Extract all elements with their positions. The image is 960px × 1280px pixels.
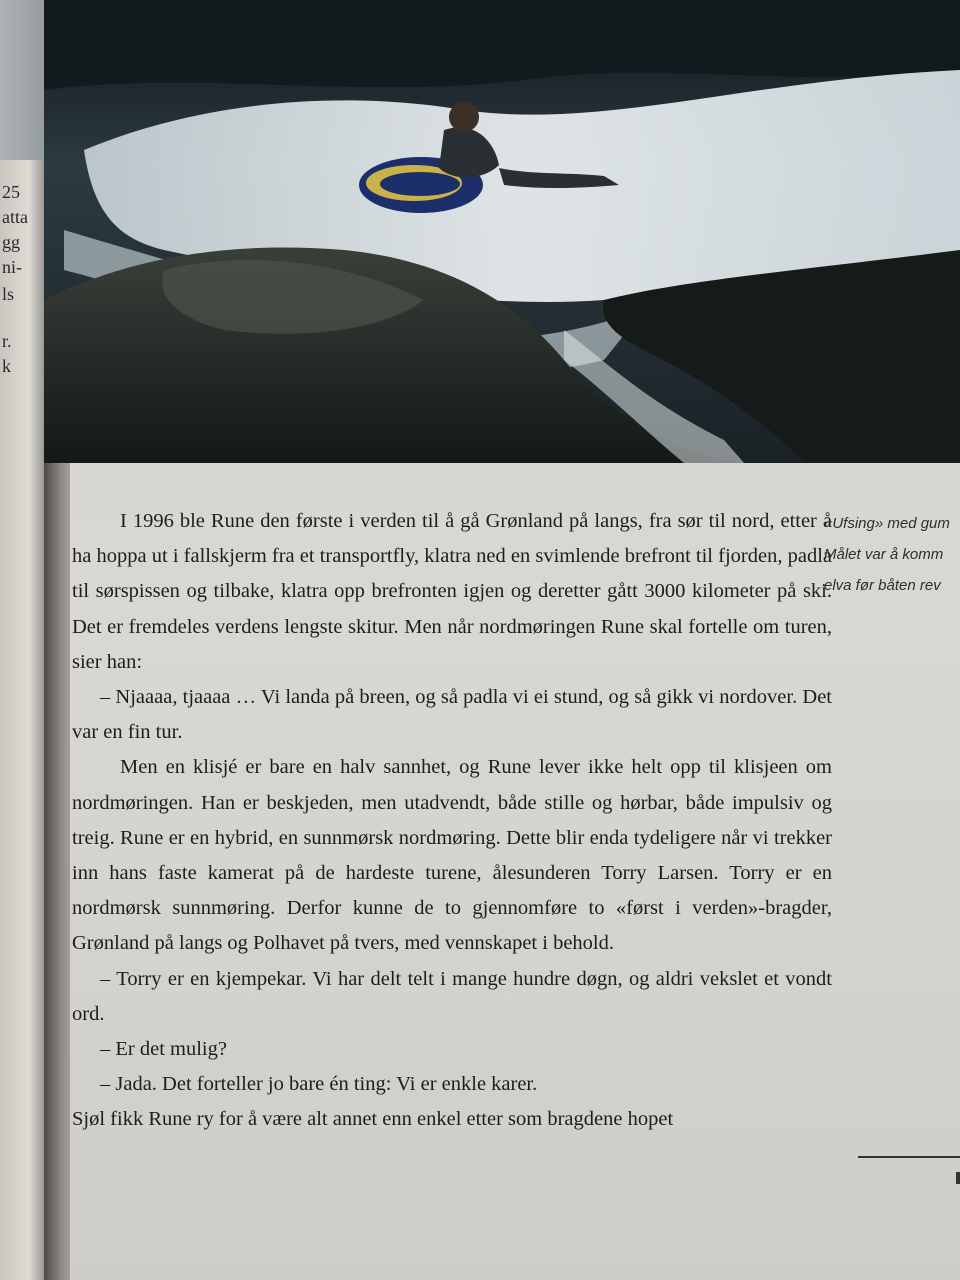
rapids-photo xyxy=(44,0,960,463)
facing-fragment: atta xyxy=(2,207,28,227)
dialog-line: – Jada. Det forteller jo bare én ting: Vi er enkle karer. xyxy=(100,1073,538,1096)
divider-rule xyxy=(858,1156,960,1158)
paragraph: I 1996 ble Rune den første i verden til å gå Grønland på langs, fra sør til nord, etter å ha hoppa ut i fallskjerm fra et transportfly, klatra ned en svimlende brefront til fjorden, padla til sørspissen og tilbake, klatra opp brefronten igjen og deretter gått 3000 kilometer på ski. Det er fremdeles verdens lengste skitur. Men når nordmøringen Rune skal fortelle om turen, sier han: xyxy=(72,510,832,673)
dialog-line: – Njaaaa, tjaaaa … Vi landa på breen, og så padla vi ei stund, og så gikk vi nordover. Det var en fin tur. xyxy=(72,686,832,744)
facing-page xyxy=(0,0,48,1280)
facing-fragment: k xyxy=(2,356,11,376)
dialog-line: – Er det mulig? xyxy=(100,1038,227,1061)
photo-caption xyxy=(824,508,960,601)
facing-fragment: r. xyxy=(2,331,12,351)
page-edge-mark xyxy=(956,1172,960,1184)
dialog-line: – Torry er en kjempekar. Vi har delt telt i mange hundre døgn, og aldri vekslet et vondt ord. xyxy=(72,967,832,1025)
paragraph: Sjøl fikk Rune ry for å være alt annet enn enkel etter som bragdene hopet xyxy=(72,1108,674,1131)
article-body xyxy=(72,504,832,1138)
facing-fragment: gg xyxy=(2,232,20,252)
caption-line: elva før båten rev xyxy=(824,577,941,594)
caption-line: Målet var å komm xyxy=(824,546,944,563)
paragraph: Men en klisjé er bare en halv sannhet, og Rune lever ikke helt opp til klisjeen om nordmøringen. Han er beskjeden, men utadvendt, både stille og hørbar, både impulsiv og treig. Rune er en hybrid, en sunnmørsk nordmøring. Dette blir enda tydeligere når vi trekker inn hans faste kamerat på de hardeste turene, ålesunderen Torry Larsen. Torry er en nordmørsk sunnmøring. Derfor kunne de to gjennomføre to «først i verden»-bragder, Grønland på langs og Polhavet på tvers, med vennskapet i behold. xyxy=(72,756,832,955)
facing-page-text xyxy=(2,180,48,379)
facing-fragment: ni- xyxy=(2,257,22,277)
facing-fragment: 25 xyxy=(2,182,20,202)
caption-line: «Ufsing» med gum xyxy=(824,515,950,532)
facing-fragment: ls xyxy=(2,284,15,304)
